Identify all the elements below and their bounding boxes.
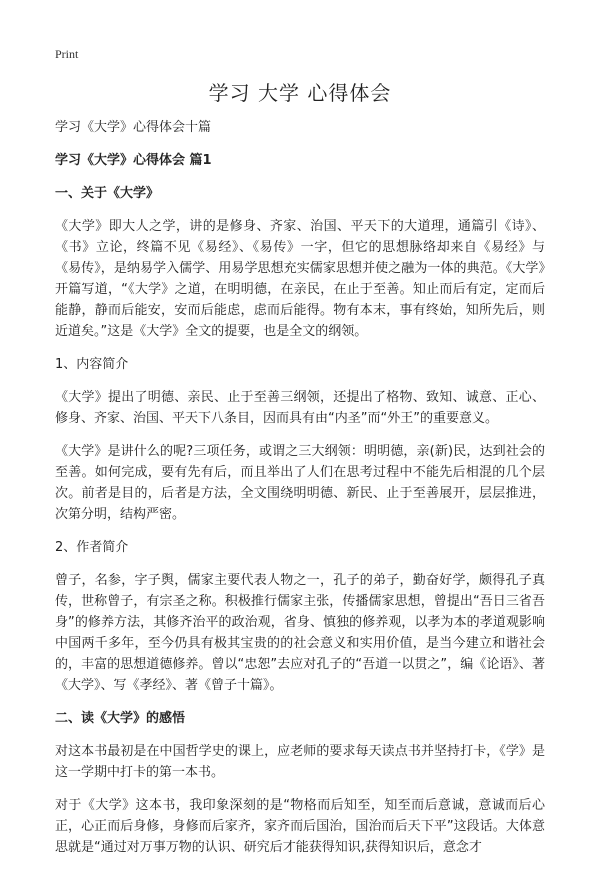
document-body [55, 117, 545, 870]
document-subtitle: 学习《大学》心得体会十篇 [55, 120, 212, 135]
print-label: Print [55, 47, 79, 61]
article-heading: 学习《大学》心得体会 篇1 [55, 153, 212, 168]
paragraph-content-2: 《大学》是讲什么的呢?三项任务，或谓之三大纲领：明明德，亲(新)民，达到社会的至善。如何完成，要有先有后，而且举出了人们在思考过程中不能先后相混的几个层次。前者是目的，后者是方法，全文围绕明明德、新民、止于至善展开，层层推进，次第分明，结构严密。 [55, 444, 545, 522]
paragraph-content-1: 《大学》提出了明德、亲民、止于至善三纲领，还提出了格物、致知、诚意、正心、修身、齐家、治国、平天下八条目，因而具有由“内圣”而“外王”的重要意义。 [55, 390, 545, 426]
section-heading-about: 一、关于《大学》 [55, 186, 160, 201]
paragraph-reading-1: 对这本书最初是在中国哲学史的课上，应老师的要求每天读点书并坚持打卡，《学》是这一学期中打卡的第一本书。 [55, 744, 545, 780]
paragraph-about: 《大学》即大人之学，讲的是修身、齐家、治国、平天下的大道理，通篇引《诗》、《书》立论，终篇不见《易经》、《易传》一字，但它的思想脉络却来自《易经》与《易传》，是纳易学入儒学、用易学思想充实儒家思想并使之融为一体的典范。《大学》开篇写道，“《大学》之道，在明明德，在亲民，在止于至善。知止而后有定，定而后能静，静而后能安，安而后能虑，虑而后能得。物有本末，事有终始，知所先后，则近道矣。”这是《大学》全文的提要，也是全文的纲领。 [55, 219, 545, 339]
document-title: 学习 大学 心得体会 [208, 81, 392, 105]
paragraph-reading-2: 对于《大学》这本书，我印象深刻的是“物格而后知至，知至而后意诚，意诚而后心正，心正而后身修，身修而后家齐，家齐而后国治，国治而后天下平”这段话。大体意思就是“通过对万事万物的认识、研究后才能获得知识,获得知识后，意念才 [55, 798, 545, 855]
paragraph-author: 曾子，名参，字子舆，儒家主要代表人物之一，孔子的弟子，勤奋好学，颇得孔子真传，世称曾子，有宗圣之称。积极推行儒家主张，传播儒家思想，曾提出“吾日三省吾身”的修养方法，其修齐治平的政治观，省身、慎独的修养观，以孝为本的孝道观影响中国两千多年，至今仍具有极其宝贵的的社会意义和实用价值，是当今建立和谐社会的，丰富的思想道德修养。曾以“忠恕”去应对孔子的“吾道一以贯之”，编《论语》、著《大学》、写《孝经》、著《曾子十篇》。 [55, 573, 545, 693]
subheading-content: 1、内容简介 [55, 357, 129, 372]
section-heading-reading: 二、读《大学》的感悟 [55, 711, 186, 726]
subheading-author: 2、作者简介 [55, 540, 129, 555]
